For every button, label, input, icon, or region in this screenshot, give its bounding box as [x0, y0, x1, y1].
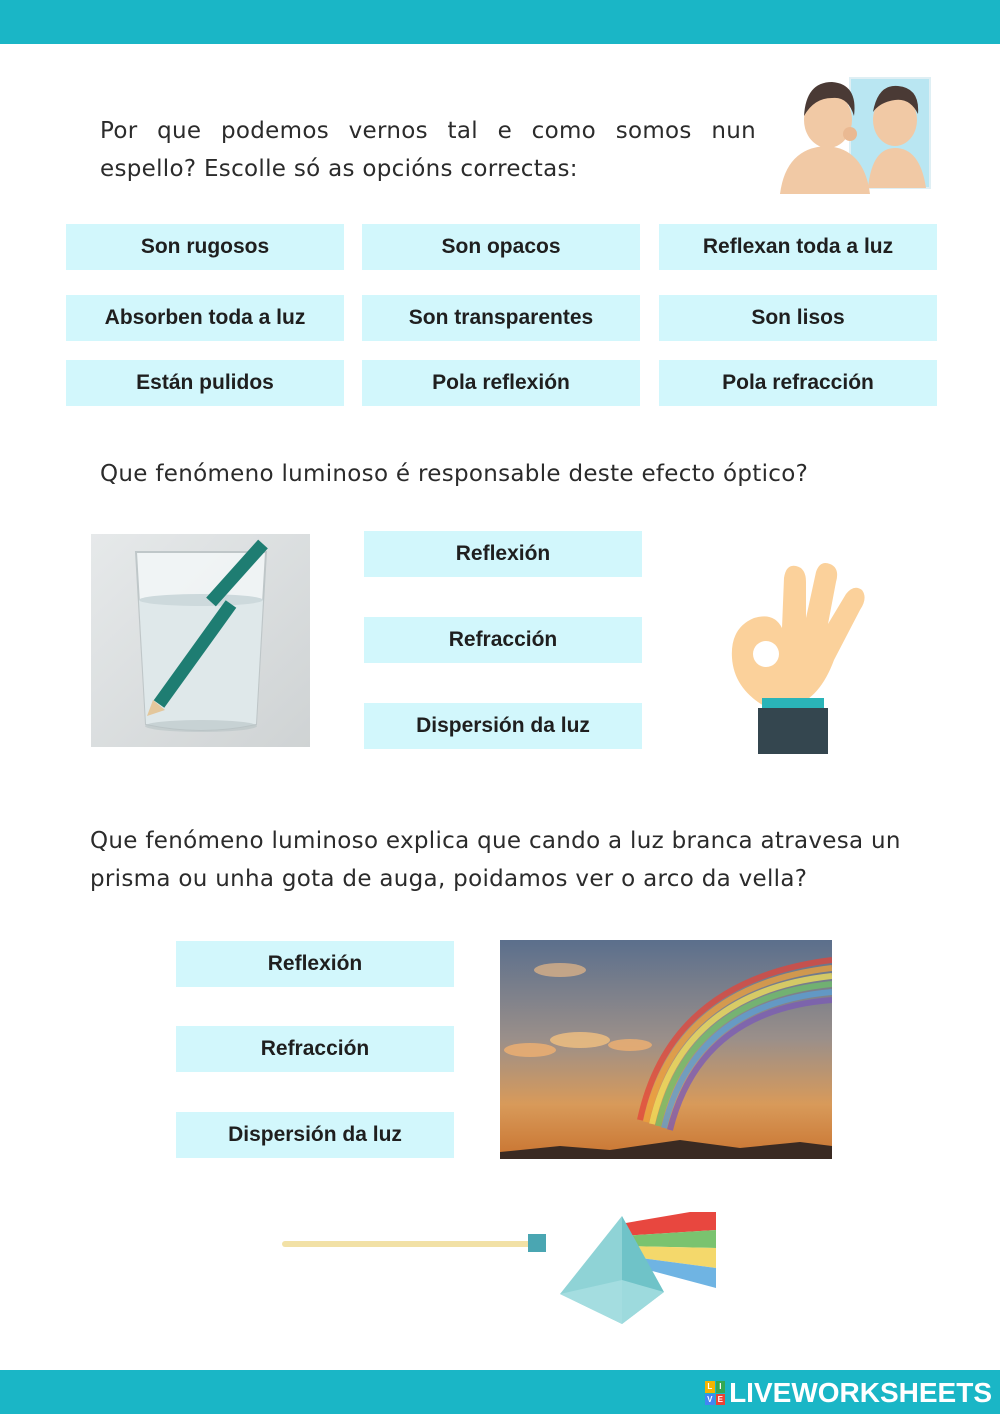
q1-option-son-opacos[interactable]: Son opacos: [362, 224, 640, 270]
question-3-text: Que fenómeno luminoso explica que cando a luz branca atravesa un prisma ou unha gota de auga, poidamos ver o arco da vella?: [90, 828, 901, 892]
question-2-text: Que fenómeno luminoso é responsable deste efecto óptico?: [100, 461, 809, 487]
q3-option-reflexion[interactable]: Reflexión: [176, 941, 454, 987]
rainbow-sky-photo: [500, 940, 832, 1159]
q1-option-absorben-toda-a-luz[interactable]: Absorben toda a luz: [66, 295, 344, 341]
question-1-text: Por que podemos vernos tal e como somos nun espello? Escolle só as opcións correctas:: [100, 118, 756, 182]
q1-option-son-transparentes[interactable]: Son transparentes: [362, 295, 640, 341]
q1-option-reflexan-toda-a-luz[interactable]: Reflexan toda a luz: [659, 224, 937, 270]
prism-dispersion-illustration: [280, 1206, 720, 1328]
q1-option-estan-pulidos[interactable]: Están pulidos: [66, 360, 344, 406]
q2-option-reflexion[interactable]: Reflexión: [364, 531, 642, 577]
q2-option-refraccion[interactable]: Refracción: [364, 617, 642, 663]
top-bar: [0, 0, 1000, 44]
q1-option-son-lisos[interactable]: Son lisos: [659, 295, 937, 341]
ok-hand-icon: [724, 558, 866, 756]
q3-option-refraccion[interactable]: Refracción: [176, 1026, 454, 1072]
liveworksheets-logo-mark: L I V E: [705, 1381, 725, 1405]
mirror-illustration: [780, 76, 932, 194]
q3-option-dispersion-da-luz[interactable]: Dispersión da luz: [176, 1112, 454, 1158]
q1-option-pola-refraccion[interactable]: Pola refracción: [659, 360, 937, 406]
q2-option-dispersion-da-luz[interactable]: Dispersión da luz: [364, 703, 642, 749]
q1-option-son-rugosos[interactable]: Son rugosos: [66, 224, 344, 270]
liveworksheets-logo[interactable]: [705, 1378, 992, 1408]
liveworksheets-wordmark: LIVEWORKSHEETS: [729, 1377, 992, 1408]
q1-option-pola-reflexion[interactable]: Pola reflexión: [362, 360, 640, 406]
pencil-glass-photo: [91, 534, 310, 747]
